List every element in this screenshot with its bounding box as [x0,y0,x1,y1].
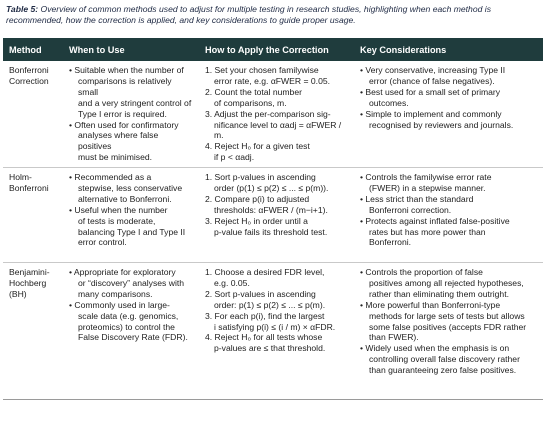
how-line: if p < αadj. [214,152,255,163]
header-how-to-apply: How to Apply the Correction [199,38,354,61]
key-line: outcomes. [369,97,409,108]
table-row [3,263,543,400]
when-line: • Commonly used in large- [69,299,170,310]
how-line: of comparisons, m. [214,97,287,108]
when-cell [63,61,199,168]
key-line: error (chance of false negatives). [369,75,495,86]
key-line: • Controls the proportion of false [360,267,483,277]
table-row [3,61,543,168]
method-line: Correction [9,75,49,86]
how-line: 3. For each p(i), find the largest [205,310,325,321]
when-line: • Recommended as a [69,172,152,182]
key-line: • More powerful than Bonferroni-type [360,299,501,310]
how-line: 2. Count the total number [205,86,302,97]
table-row [3,168,543,263]
key-line: Bonferroni correction. [369,204,452,215]
method-line: Benjamini- [9,267,50,277]
how-line: p-value fails its threshold test. [214,226,328,237]
when-line: • Suitable when the number of [69,65,184,75]
when-line: many comparisons. [78,288,153,299]
when-line: must be minimised. [78,152,153,163]
table-caption [6,4,526,26]
key-line: • Less strict than the standard [360,193,474,204]
key-line: recognised by reviewers and journals. [369,119,514,130]
key-line: • Protects against inflated false-positive [360,215,510,226]
when-line: • Useful when the number [69,204,168,215]
header-method: Method [3,38,63,61]
method-cell [3,61,63,168]
key-cell [354,168,543,263]
method-line: Hochberg [9,277,47,288]
method-cell [3,263,63,400]
key-line: positives among all rejected hypotheses, [369,277,524,288]
how-line: 2. Sort p-values in ascending [205,288,316,299]
key-line: Bonferroni. [369,237,412,248]
key-line: rather than eliminating them outright. [369,288,509,299]
methods-table [3,38,543,400]
how-cell [199,61,354,168]
when-line: of tests is moderate, [78,215,156,226]
when-line: • Appropriate for exploratory [69,267,176,277]
when-line: or “discovery” analyses with [78,277,185,288]
how-line: 4. Reject H₀ for a given test [205,141,310,152]
key-line: • Widely used when the emphasis is on [360,343,510,354]
key-cell [354,263,543,400]
how-cell [199,168,354,263]
key-line: • Simple to implement and commonly [360,108,502,119]
key-line: (FWER) in a stepwise manner. [369,182,486,193]
method-cell [3,168,63,263]
key-line: some false positives (accepts FDR rather [369,321,527,332]
when-cell [63,263,199,400]
how-line: 1. Set your chosen familywise [205,65,319,75]
how-line: order (p(1) ≤ p(2) ≤ ... ≤ p(m)). [214,182,329,193]
when-line: comparisons is relatively small [78,75,172,97]
how-line: p-values are ≤ that threshold. [214,343,326,354]
when-line: stepwise, less conservative [78,182,183,193]
key-line: rates but has more power than [369,226,486,237]
how-line: i satisfying p(i) ≤ (i / m) × αFDR. [214,321,336,332]
when-line: • Often used for confirmatory [69,119,179,130]
header-row [3,38,543,61]
method-line: Bonferroni [9,182,49,193]
when-line: alternative to Bonferroni. [78,193,172,204]
when-line: analyses where false positives [78,130,159,152]
key-line: • Controls the familywise error rate [360,172,492,182]
caption-label: Table 5: [6,4,39,14]
how-line: 3. Adjust the per-comparison sig- [205,108,331,119]
when-line: and a very stringent control of [78,97,192,108]
key-cell [354,61,543,168]
key-line: methods for large sets of tests but allows [369,310,525,321]
when-line: Type I error is required. [78,108,167,119]
how-line: 2. Compare p(i) to adjusted [205,193,310,204]
method-line: Bonferroni [9,65,49,75]
key-line: • Very conservative, increasing Type II [360,65,506,75]
how-line: e.g. 0.05. [214,277,250,288]
how-line: order: p(1) ≤ p(2) ≤ ... ≤ p(m). [214,299,326,310]
key-line: controlling overall false discovery rather [369,354,520,365]
when-cell [63,168,199,263]
header-when-to-use: When to Use [63,38,199,61]
key-line: than FWER). [369,332,419,343]
when-line: error control. [78,237,127,248]
how-line: 1. Choose a desired FDR level, [205,267,325,277]
key-line: • Best used for a small set of primary [360,86,501,97]
how-line: 4. Reject H₀ for all tests whose [205,332,323,343]
method-line: (BH) [9,288,27,299]
key-line: than guaranteeing zero false positives. [369,365,517,376]
how-line: 3. Reject H₀ in order until a [205,215,308,226]
how-line: thresholds: αFWER / (m−i+1). [214,204,328,215]
when-line: scale data (e.g. genomics, [78,310,179,321]
how-line: 1. Sort p-values in ascending [205,172,316,182]
how-line: error rate, e.g. αFWER = 0.05. [214,75,331,86]
how-cell [199,263,354,400]
header-key-considerations: Key Considerations [354,38,543,61]
when-line: balancing Type I and Type II [78,226,186,237]
when-line: False Discovery Rate (FDR). [78,332,188,343]
when-line: proteomics) to control the [78,321,175,332]
caption-text: Overview of common methods used to adjust for multiple testing in research studies, highlighting when each method is recommended, how the correction is applied, and key considerations to guide proper usage. [6,4,491,25]
method-line: Holm- [9,172,32,182]
how-line: nificance level to αadj = αFWER / m. [214,119,342,141]
